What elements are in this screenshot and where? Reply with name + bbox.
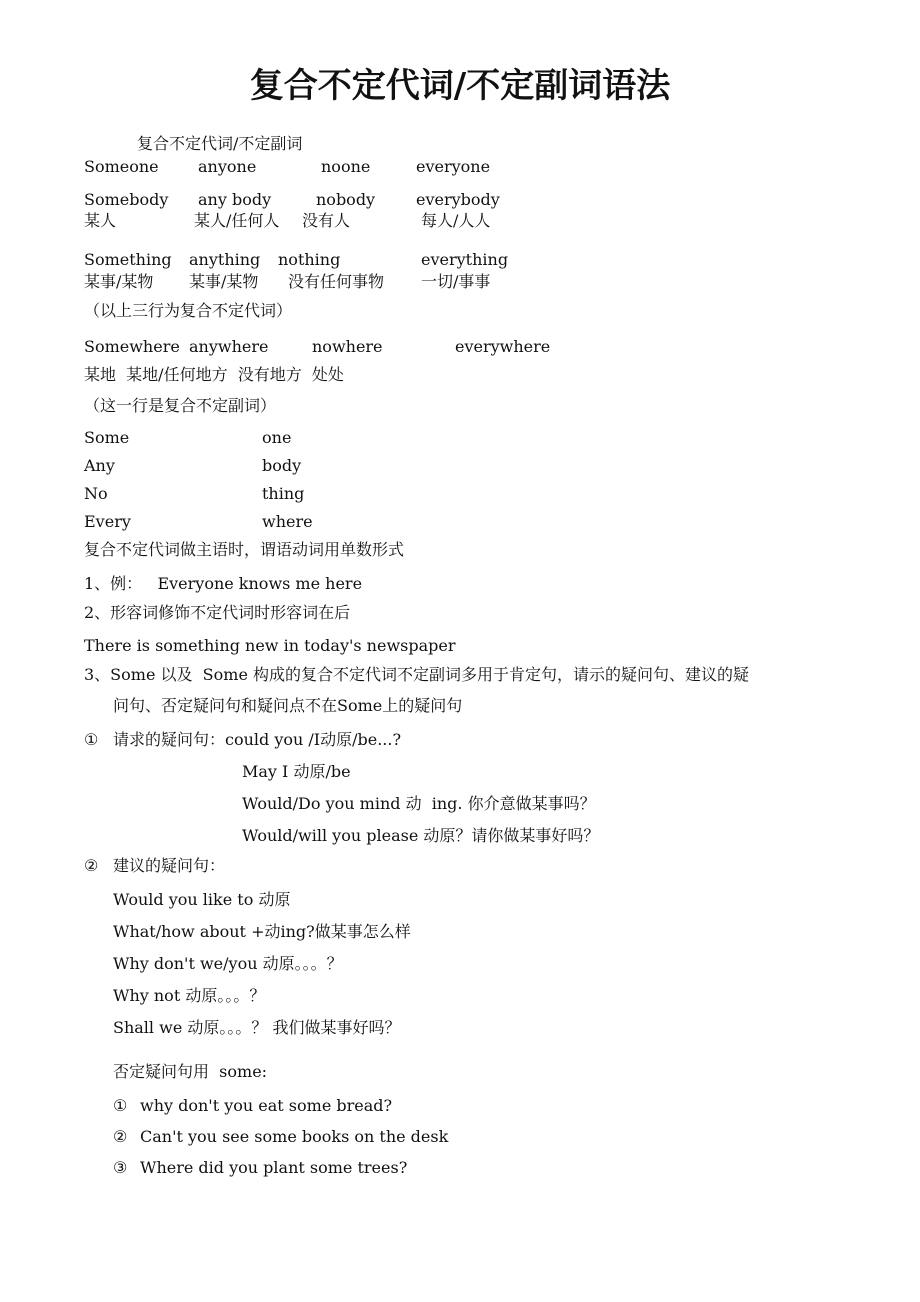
prefix-any: Any bbox=[84, 456, 115, 475]
cn-nobody: 没有人 bbox=[302, 211, 351, 230]
negative-marker-1: ① bbox=[113, 1096, 128, 1115]
note-pronouns: （以上三行为复合不定代词） bbox=[84, 301, 293, 320]
word-nobody: nobody bbox=[316, 190, 376, 209]
negative-marker-2: ② bbox=[113, 1127, 128, 1146]
cn-something: 某事/某物 bbox=[84, 272, 154, 291]
word-everyone: everyone bbox=[416, 157, 491, 176]
word-anybody: any body bbox=[198, 190, 272, 209]
subtitle: 复合不定代词/不定副词 bbox=[137, 134, 303, 153]
word-anything: anything bbox=[189, 250, 261, 269]
cn-nothing: 没有任何事物 bbox=[288, 272, 385, 291]
word-nowhere: nowhere bbox=[312, 337, 383, 356]
word-everybody: everybody bbox=[416, 190, 500, 209]
request-label: 请求的疑问句：could you /I动原/be...? bbox=[113, 730, 402, 749]
prefix-some: Some bbox=[84, 428, 130, 447]
item-2-example: There is something new in today's newspaper bbox=[84, 636, 456, 655]
negative-marker-3: ③ bbox=[113, 1158, 128, 1177]
suggestion-line-5: Shall we 动原。。。？ 我们做某事好吗？ bbox=[113, 1018, 401, 1037]
suggestion-line-2: What/how about +动ing?做某事怎么样 bbox=[113, 922, 411, 941]
cn-everybody: 每人/人人 bbox=[421, 211, 491, 230]
word-something: Something bbox=[84, 250, 172, 269]
word-everything: everything bbox=[421, 250, 509, 269]
item-1: 1、例： Everyone knows me here bbox=[84, 574, 363, 593]
word-somebody: Somebody bbox=[84, 190, 169, 209]
suffix-where: where bbox=[262, 512, 313, 531]
suggestion-line-3: Why don't we/you 动原。。。？ bbox=[113, 954, 343, 973]
word-everywhere: everywhere bbox=[455, 337, 551, 356]
cn-adverbs: 某地 某地/任何地方 没有地方 处处 bbox=[84, 365, 344, 384]
word-anywhere: anywhere bbox=[189, 337, 269, 356]
suffix-one: one bbox=[262, 428, 292, 447]
request-line-3: Would/will you please 动原？请你做某事好吗？ bbox=[242, 826, 600, 845]
negative-item-1: why don't you eat some bread? bbox=[140, 1096, 393, 1115]
suggestion-marker: ② bbox=[84, 856, 99, 875]
request-line-1: May I 动原/be bbox=[242, 762, 351, 781]
page-title: 复合不定代词/不定副词语法 bbox=[249, 66, 671, 106]
word-someone: Someone bbox=[84, 157, 159, 176]
suffix-body: body bbox=[262, 456, 302, 475]
request-marker: ① bbox=[84, 730, 99, 749]
negative-item-3: Where did you plant some trees? bbox=[140, 1158, 408, 1177]
word-somewhere: Somewhere bbox=[84, 337, 180, 356]
suggestion-line-1: Would you like to 动原 bbox=[113, 890, 291, 909]
prefix-every: Every bbox=[84, 512, 131, 531]
suffix-thing: thing bbox=[262, 484, 305, 503]
negative-label: 否定疑问句用 some: bbox=[113, 1062, 268, 1081]
word-anyone: anyone bbox=[198, 157, 257, 176]
cn-everything: 一切/事事 bbox=[421, 272, 491, 291]
cn-anybody: 某人/任何人 bbox=[194, 211, 280, 230]
prefix-no: No bbox=[84, 484, 108, 503]
word-nothing: nothing bbox=[278, 250, 341, 269]
cn-somebody: 某人 bbox=[84, 211, 117, 230]
cn-anything: 某事/某物 bbox=[189, 272, 259, 291]
request-line-2: Would/Do you mind 动 ing. 你介意做某事吗？ bbox=[242, 794, 596, 813]
negative-item-2: Can't you see some books on the desk bbox=[140, 1127, 449, 1146]
suggestion-label: 建议的疑问句： bbox=[113, 856, 226, 875]
item-2: 2、形容词修饰不定代词时形容词在后 bbox=[84, 603, 351, 622]
item-3-line2: 问句、否定疑问句和疑问点不在Some上的疑问句 bbox=[113, 696, 463, 715]
suggestion-line-4: Why not 动原。。。？ bbox=[113, 986, 266, 1005]
item-3-line1: 3、Some 以及 Some 构成的复合不定代词不定副词多用于肯定句，请示的疑问句、建议的疑 bbox=[84, 665, 749, 684]
word-noone: noone bbox=[321, 157, 371, 176]
note-adverb: （这一行是复合不定副词） bbox=[84, 396, 277, 415]
rule-subject: 复合不定代词做主语时，谓语动词用单数形式 bbox=[84, 540, 405, 559]
